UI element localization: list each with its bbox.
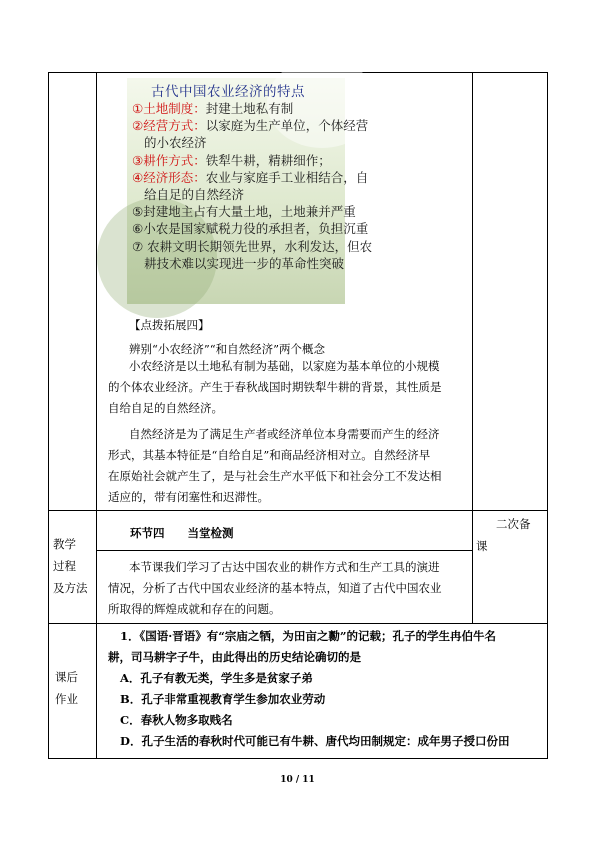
second-prep-line-1: 二次备	[496, 517, 531, 531]
slide-title: 古代中国农业经济的特点	[151, 84, 305, 100]
extension-subheading: 辨别“小农经济”“和自然经济”两个概念	[129, 342, 326, 356]
slide-line	[144, 255, 356, 272]
slide-line	[132, 238, 373, 255]
table-right-border	[547, 72, 548, 759]
slide-line	[144, 186, 356, 203]
slide-line	[132, 220, 369, 237]
page-number: 10 / 11	[280, 775, 315, 785]
label-line: 作业	[55, 692, 78, 706]
slide-line-text: ⑦ 农耕文明长期领先世界，水利发达，但农	[132, 238, 373, 254]
homework-label	[55, 666, 78, 710]
paragraph-line: 所取得的辉煌成就和存在的问题。	[108, 602, 281, 616]
column-divider-1	[96, 72, 97, 759]
paragraph-line: 自然经济是为了满足生产者或经济单位本身需要而产生的经济	[129, 427, 440, 441]
paragraph-line: 小农经济是以土地私有制为基础，以家庭为基本单位的小规模	[129, 359, 440, 373]
label-line: 课后	[55, 670, 78, 684]
slide-line-key: ④经济形态：	[132, 169, 206, 185]
slide-line	[132, 100, 344, 117]
table-left-border	[48, 72, 49, 759]
option-b: B．孔子非常重视教育学生参加农业劳动	[120, 692, 326, 706]
slide-line	[144, 134, 356, 151]
label-line: 及方法	[53, 581, 88, 595]
question-line: 1．《国语·晋语》有“宗庙之牺，为田亩之勷”的记载；孔子的学生冉伯牛名	[120, 629, 496, 643]
slide-line-key: ①土地制度：	[132, 101, 206, 116]
second-prep-line-2: 课	[476, 539, 488, 553]
paragraph-line: 情况，分析了古代中国农业经济的基本特点，知道了古代中国农业	[108, 581, 442, 595]
slide-line-text: 耕技术难以实现进一步的革命性突破	[144, 255, 345, 271]
paragraph-line: 自给自足的自然经济。	[108, 401, 223, 415]
slide-line-text: 的小农经济	[144, 135, 207, 151]
row-divider-2	[96, 550, 472, 551]
slide-line-text: 以家庭为生产单位，个体经营	[205, 118, 369, 134]
slide-line	[132, 152, 344, 169]
slide-line	[132, 169, 369, 186]
row-divider-1	[48, 510, 548, 511]
label-line: 过程	[53, 559, 76, 573]
column-divider-2	[472, 72, 473, 623]
paragraph-line: 在原始社会就产生了，是与社会生产水平低下和社会分工不发达相	[108, 469, 442, 483]
paragraph-line: 适应的，带有闭塞性和迟滞性。	[108, 490, 269, 504]
slide-line-text: 铁犁牛耕，精耕细作；	[205, 152, 331, 168]
label-line: 教学	[53, 537, 76, 551]
slide-line-text: 给自足的自然经济	[144, 187, 245, 202]
slide-line-text: 农业与家庭手工业相结合，自	[205, 169, 369, 185]
teaching-process-label	[53, 533, 88, 599]
section-title: 环节四 当堂检测	[130, 526, 234, 540]
table-bottom-border	[48, 758, 548, 759]
paragraph-line: 的个体农业经济。产生于春秋战国时期铁犁牛耕的背景，其性质是	[108, 380, 442, 394]
slide-line	[132, 117, 369, 134]
homework-question	[108, 626, 509, 752]
extension-heading: 【点拨拓展四】	[129, 318, 210, 332]
option-c: C．春秋人物多取贱名	[120, 713, 233, 727]
extension-paragraph-2	[108, 424, 442, 508]
extension-paragraph-1	[108, 356, 442, 419]
question-line: 耕，司马耕字子牛，由此得出的历史结论确切的是	[108, 650, 361, 664]
slide-image	[127, 78, 373, 304]
slide-line-text: ⑥小农是国家赋税力役的承担者，负担沉重	[132, 221, 369, 237]
row-divider-3	[48, 623, 548, 624]
option-a: A．孔子有教无类，学生多是贫家子弟	[120, 671, 313, 685]
paragraph-line: 本节课我们学习了古达中国农业的耕作方式和生产工具的演进	[129, 560, 440, 574]
option-d: D．孔子生活的春秋时代可能已有牛耕、唐代均田制规定：成年男子授口份田	[120, 734, 510, 748]
slide-line	[132, 203, 356, 220]
slide-line-text: 封建土地私有制	[205, 101, 294, 116]
paragraph-line: 形式，其基本特征是“自给自足”和商品经济相对立。自然经济早	[108, 448, 431, 462]
slide-line-key: ②经营方式：	[132, 118, 206, 134]
lesson-summary	[108, 557, 442, 620]
slide-line-text: ⑤封建地主占有大量土地，土地兼并严重	[132, 204, 356, 220]
slide-line-key: ③耕作方式：	[132, 152, 206, 168]
